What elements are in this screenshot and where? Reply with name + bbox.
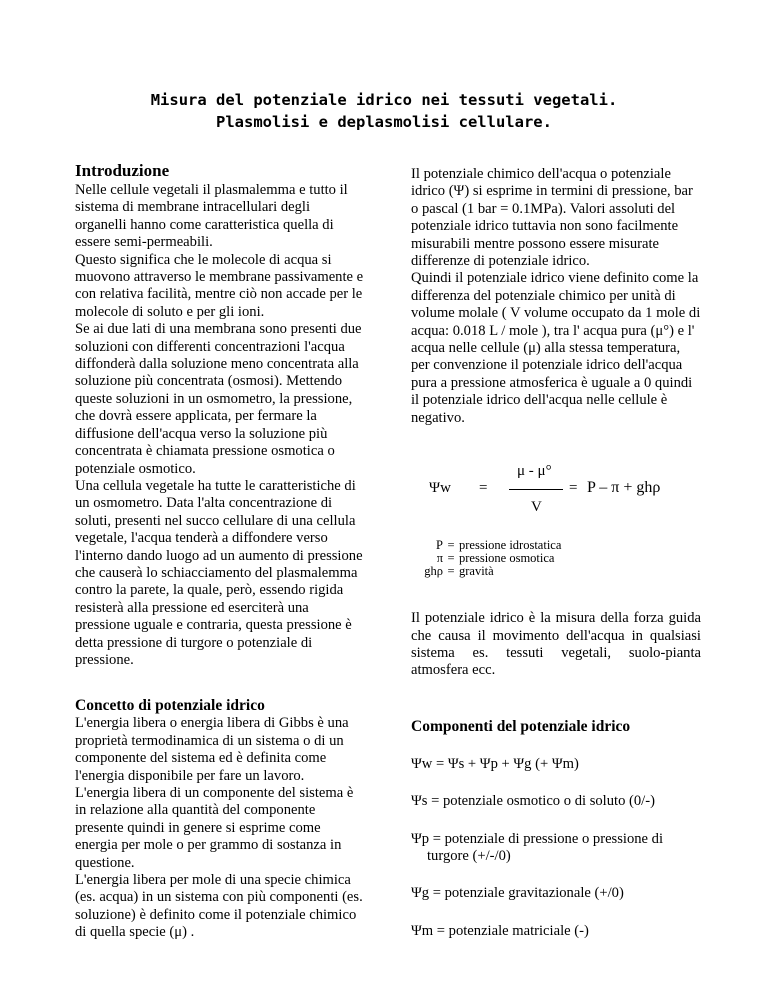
intro-heading: Introduzione [75, 161, 170, 180]
legend-row-gravity [411, 565, 701, 578]
legend-symbol: π [436, 551, 443, 566]
legend-symbol: ghρ [424, 564, 443, 579]
formula-equals-1: = [479, 480, 488, 497]
legend-equals: = [447, 551, 455, 566]
formula-equals-2: = [569, 480, 578, 497]
formula-rhs: P – π + ghρ [587, 479, 661, 497]
legend-equals: = [447, 538, 455, 553]
doc-title-line2: Plasmolisi e deplasmolisi cellulare. [216, 113, 552, 131]
intro-paragraph-1: Nelle cellule vegetali il plasmalemma e tutto il sistema di membrane intracellulari degli organelli hanno come caratteristica quella di essere semi-permeabili. [75, 182, 348, 251]
formula-numerator: μ - μ° [517, 463, 552, 480]
intro-paragraph-2: Questo significa che le molecole di acqua si muovono attraverso le membrane passivamente e con relativa facilità, mentre ciò non accade per le molecole di soluto e per gli ioni. [75, 251, 364, 320]
intro-paragraph-3: Se ai due lati di una membrana sono presenti due soluzioni con differenti concentrazioni l'acqua diffonderà dalla soluzione meno concentrata alla soluzione più concentrata (osmosi). Mettendo queste soluzioni in un osmometro, la pressione, che dovrà essere applicata, per fermare la diffusione dell'acqua verso la soluzione più concentrata è chiamata pressione osmotica o potenziale osmotico. [75, 321, 362, 477]
component-matric: Ψm = potenziale matriciale (-) [411, 922, 589, 939]
intro-paragraph-4: Una cellula vegetale ha tutte le caratteristiche di un osmometro. Data l'alta concentrazione di soluti, presenti nel succo cellulare di una cellula vegetale, l'acqua tenderà a diffondere verso l'interno dando luogo ad un aumento di pressione che causerà lo schiacciamento del plasmalemma contro la parete, la quale, però, essendo rigida resisterà alla pressione ed eserciterà una pressione uguale e contraria, questa pressione è detta pressione di turgore o potenziale di pressione. [75, 477, 363, 668]
concept-paragraph-1: L'energia libera o energia libera di Gibbs è una proprietà termodinamica di un sistema o di un componente del sistema ed è definita come l'energia disponibile per fare un lavoro. [75, 715, 349, 784]
legend-equals: = [447, 564, 455, 579]
concept-heading: Concetto di potenziale idrico [75, 697, 265, 715]
formula-legend [411, 539, 701, 578]
water-potential-paragraph-1: Il potenziale chimico dell'acqua o potenziale idrico (Ψ) si esprime in termini di pressione, bar o pascal (1 bar = 0.1MPa). Valori assoluti del potenziale idrico tuttavia non sono facilmente misurabili mentre possono essere misurate differenze di potenziale idrico. [411, 166, 693, 270]
concept-paragraph-3: L'energia libera per mole di una specie chimica (es. acqua) in un sistema con più componenti (es. soluzione) è definito come il potenziale chimico di quella specie (μ) . [75, 872, 363, 941]
components-heading: Componenti del potenziale idrico [411, 717, 631, 735]
component-osmotic: Ψs = potenziale osmotico o di soluto (0/-) [411, 793, 655, 810]
water-potential-formula [411, 451, 701, 533]
legend-symbol: P [436, 538, 443, 553]
doc-title-line1: Misura del potenziale idrico nei tessuti vegetali. [150, 91, 618, 109]
formula-fraction-bar [509, 489, 563, 490]
component-pressure: Ψp = potenziale di pressione o pressione di turgore (+/-/0) [411, 830, 664, 864]
water-potential-paragraph-3: Il potenziale idrico è la misura della forza guida che causa il movimento dell'acqua in qualsiasi sistema es. tessuti vegetali, suolo-pianta atmosfera ecc. [411, 610, 701, 679]
components-equation: Ψw = Ψs + Ψp + Ψg (+ Ψm) [411, 755, 579, 772]
formula-denominator: V [531, 499, 542, 516]
legend-description: pressione idrostatica [459, 538, 562, 553]
left-column [75, 162, 365, 942]
legend-description: gravità [459, 564, 494, 579]
formula-lhs: Ψw [429, 480, 451, 497]
water-potential-paragraph-2: Quindi il potenziale idrico viene definito come la differenza del potenziale chimico per unità di volume molale ( V volume occupato da 1 mole di acqua: 0.018 L / mole ), tra l' acqua pura (μ°) e l' acqua nelle cellule (μ) alla stessa temperatura, per convenzione il potenziale idrico dell'acqua pura a pressione atmosferica è uguale a 0 quindi il potenziale idrico dell'acqua nelle cellule è negativo. [411, 270, 701, 426]
component-gravitational: Ψg = potenziale gravitazionale (+/0) [411, 885, 624, 902]
right-column [411, 166, 701, 940]
concept-paragraph-2: L'energia libera di un componente del sistema è in relazione alla quantità del componente presente quindi in genere si esprime come energia per mole o per grammo di sostanza in questione. [75, 785, 354, 871]
legend-description: pressione osmotica [459, 551, 555, 566]
